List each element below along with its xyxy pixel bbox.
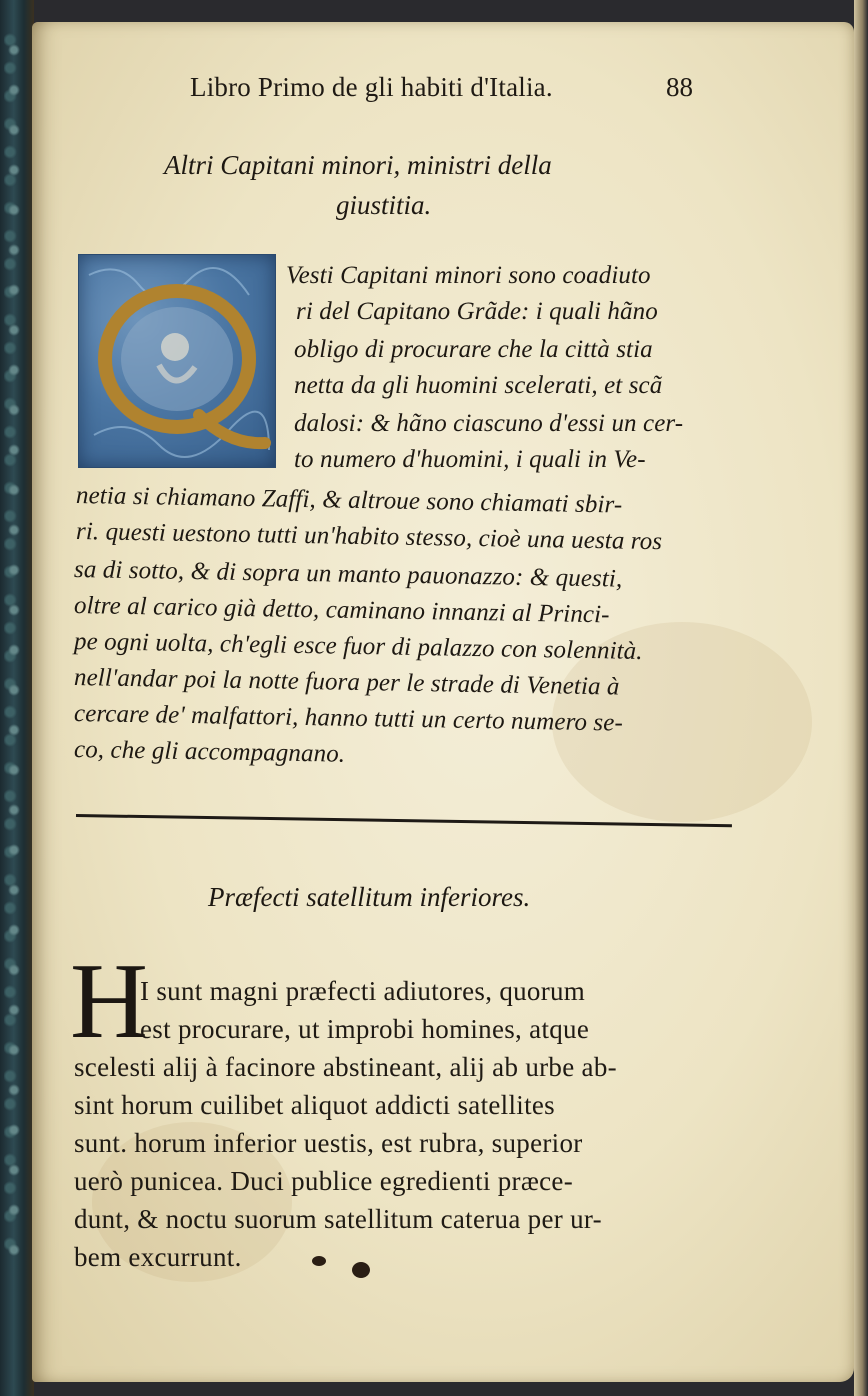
text-line: to numero d'huomini, i quali in Ve- bbox=[294, 446, 646, 473]
text-line: ri. questi uestono tutti un'habito stesso, cioè una uesta ros bbox=[75, 518, 663, 556]
text-line: sa di sotto, & di sopra un manto pauonazzo: & questi, bbox=[73, 556, 623, 593]
text-line: pe ogni uolta, ch'egli esce fuor di palazzo con solennità. bbox=[73, 628, 643, 665]
text-line: netta da gli huomini scelerati, et scã bbox=[294, 372, 663, 399]
book-binding bbox=[0, 0, 34, 1396]
text-line: oltre al carico già detto, caminano innanzi al Princi- bbox=[73, 592, 610, 629]
text-line: bem excurrunt. bbox=[74, 1242, 242, 1272]
text-line: sint horum cuilibet aliquot addicti satellites bbox=[74, 1090, 555, 1120]
page-edge bbox=[854, 0, 868, 1396]
running-header bbox=[190, 72, 730, 112]
text-line: netia si chiamano Zaffi, & altroue sono chiamati sbir- bbox=[75, 482, 623, 519]
section-title-line: giustitia. bbox=[336, 190, 432, 220]
text-line: scelesti alij à facinore abstineant, alij ab urbe ab- bbox=[74, 1052, 617, 1082]
text-line: sunt. horum inferior uestis, est rubra, superior bbox=[74, 1128, 583, 1158]
text-line: uerò punicea. Duci publice egredienti præce- bbox=[74, 1166, 573, 1196]
text-line: Vesti Capitani minori sono coadiuto bbox=[286, 262, 651, 289]
section-title-latin: Præfecti satellitum inferiores. bbox=[208, 882, 531, 912]
text-line: I sunt magni præfecti adiutores, quorum bbox=[140, 976, 586, 1006]
binding-pattern bbox=[4, 30, 24, 1260]
section-title-line: Altri Capitani minori, ministri della bbox=[164, 150, 552, 180]
text-line: dalosi: & hãno ciascuno d'essi un cer- bbox=[294, 410, 684, 437]
page-number: 88 bbox=[666, 72, 693, 102]
text-line: nell'andar poi la notte fuora per le strade di Venetia à bbox=[73, 664, 620, 701]
text-line: cercare de' malfattori, hanno tutti un certo numero se- bbox=[73, 700, 624, 737]
ink-blot bbox=[312, 1256, 326, 1266]
text-line: co, che gli accompagnano. bbox=[73, 736, 346, 768]
text-line: obligo di procurare che la città stia bbox=[294, 336, 653, 363]
text-line: dunt, & noctu suorum satellitum caterua per ur- bbox=[74, 1204, 602, 1234]
ink-blot bbox=[352, 1262, 370, 1278]
running-title: Libro Primo de gli habiti d'Italia. bbox=[190, 72, 553, 102]
initial-letter-h: H bbox=[70, 942, 148, 1061]
ornament-q-icon bbox=[79, 255, 275, 467]
text-line: est procurare, ut improbi homines, atque bbox=[140, 1014, 590, 1044]
text-line: ri del Capitano Grãde: i quali hãno bbox=[296, 298, 658, 325]
illuminated-initial-q bbox=[78, 254, 276, 468]
